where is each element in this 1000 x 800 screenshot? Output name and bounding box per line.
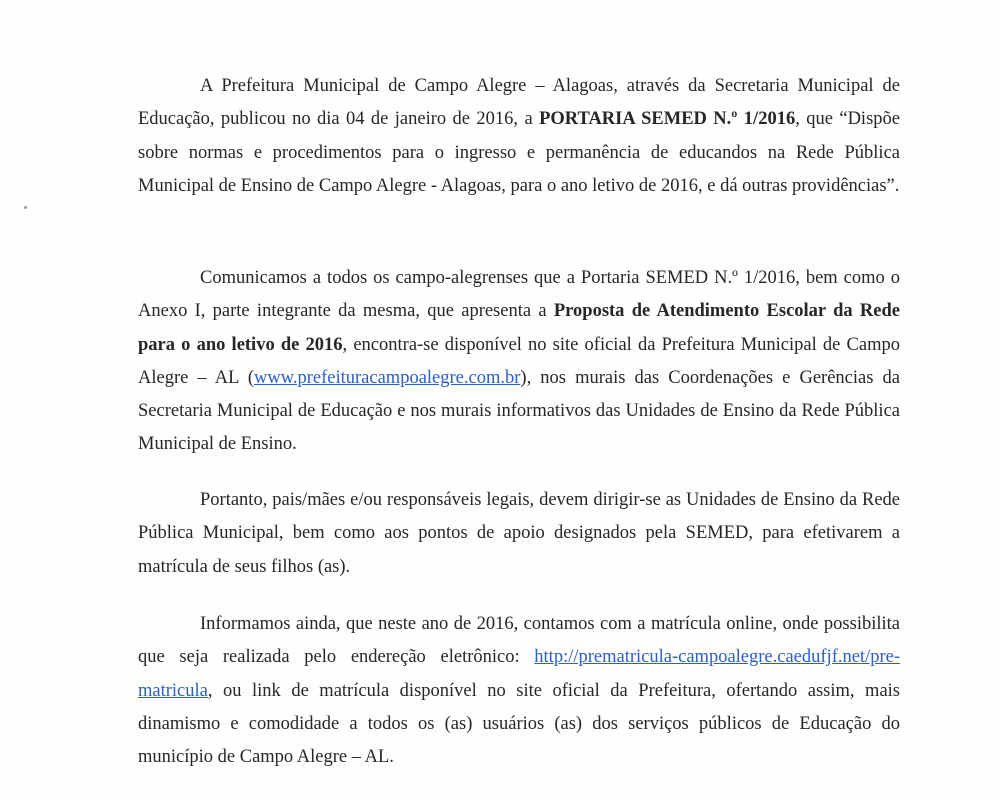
paragraph-text: Informamos ainda, que neste ano de 2016, contamos com a matrícula online, onde possibilita que seja realizada pelo endereção eletrônico: [138,614,900,668]
paragraph-portaria [138,70,900,203]
paragraph-matricula-online [138,608,900,774]
paragraph-matricula [138,484,900,584]
proposta-title: Proposta de Atendimento Escolar da Rede para o ano letivo de 2016 [138,301,900,355]
paragraph-text: Portanto, pais/mães e/ou responsáveis legais, devem dirigir-se as Unidades de Ensino da Rede Pública Municipal, bem como aos pontos de apoio designados pela SEMED, para efetivarem a matrícula de seus filhos (as). [138,490,900,577]
portaria-title: PORTARIA SEMED N.º 1/2016 [539,109,796,130]
prefeitura-site-link[interactable]: www.prefeituracampoalegre.com.br [253,367,521,388]
paragraph-text: , encontra-se disponível no site oficial da Prefeitura Municipal de Campo Alegre – AL ( [138,334,900,388]
paragraph-comunicado [138,262,900,462]
paragraph-text: Comunicamos a todos os campo-alegrenses que a Portaria SEMED N.º 1/2016, bem como o Anexo I, parte integrante da mesma, que apresenta a [138,268,900,322]
paragraph-text: ), nos murais das Coordenações e Gerências da Secretaria Municipal de Educação e nos murais informativos das Unidades de Ensino da Rede Pública Municipal de Ensino. [138,367,900,455]
paragraph-text: , ou link de matrícula disponível no site oficial da Prefeitura, ofertando assim, mais dinamismo e comodidade a todos os (as) usuários (as) dos serviços públicos de Educação do município de Campo Alegre – AL. [138,680,900,768]
scan-speck [24,206,27,209]
paragraph-text: A Prefeitura Municipal de Campo Alegre – Alagoas, através da Secretaria Municipal de Educação, publicou no dia 04 de janeiro de 2016, a [138,76,900,130]
prematricula-link[interactable]: http://prematricula-campoalegre.caedufjf.net/pre-matricula [138,647,900,701]
paragraph-text: , que “Dispõe sobre normas e procedimentos para o ingresso e permanência de educandos na Rede Pública Municipal de Ensino de Campo Alegre - Alagoas, para o ano letivo de 2016, e dá outras providências”. [138,109,900,196]
